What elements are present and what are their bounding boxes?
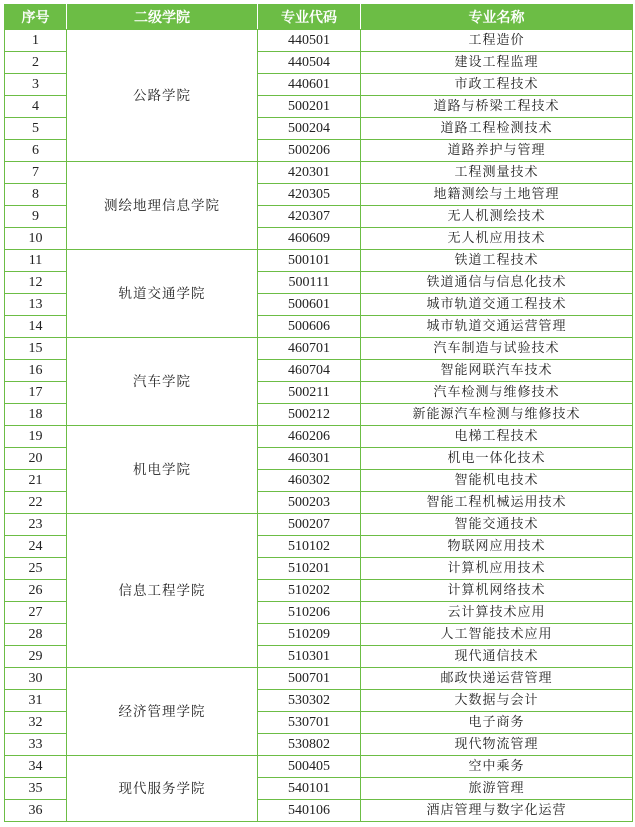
major-code: 510102 (258, 536, 361, 558)
major-name: 物联网应用技术 (361, 536, 633, 558)
row-index: 27 (5, 602, 67, 624)
college-cell: 现代服务学院 (67, 756, 258, 822)
row-index: 28 (5, 624, 67, 646)
major-name: 空中乘务 (361, 756, 633, 778)
row-index: 12 (5, 272, 67, 294)
row-index: 3 (5, 74, 67, 96)
table-row (5, 338, 633, 360)
header-code: 专业代码 (258, 5, 361, 30)
row-index: 8 (5, 184, 67, 206)
major-code: 460206 (258, 426, 361, 448)
major-code: 500203 (258, 492, 361, 514)
major-name: 道路养护与管理 (361, 140, 633, 162)
row-index: 13 (5, 294, 67, 316)
major-code: 460609 (258, 228, 361, 250)
major-name: 汽车检测与维修技术 (361, 382, 633, 404)
row-index: 33 (5, 734, 67, 756)
row-index: 10 (5, 228, 67, 250)
header-row (5, 5, 633, 30)
college-cell: 测绘地理信息学院 (67, 162, 258, 250)
college-cell: 轨道交通学院 (67, 250, 258, 338)
major-name: 工程测量技术 (361, 162, 633, 184)
row-index: 26 (5, 580, 67, 602)
header-college: 二级学院 (67, 5, 258, 30)
major-code: 420307 (258, 206, 361, 228)
row-index: 34 (5, 756, 67, 778)
college-cell: 机电学院 (67, 426, 258, 514)
row-index: 15 (5, 338, 67, 360)
major-code: 530302 (258, 690, 361, 712)
majors-table (4, 4, 633, 822)
major-code: 500207 (258, 514, 361, 536)
major-name: 建设工程监理 (361, 52, 633, 74)
major-name: 智能网联汽车技术 (361, 360, 633, 382)
row-index: 14 (5, 316, 67, 338)
major-name: 无人机测绘技术 (361, 206, 633, 228)
major-code: 530701 (258, 712, 361, 734)
major-code: 500701 (258, 668, 361, 690)
major-name: 工程造价 (361, 30, 633, 52)
major-code: 460704 (258, 360, 361, 382)
major-name: 计算机应用技术 (361, 558, 633, 580)
major-code: 420305 (258, 184, 361, 206)
major-code: 500201 (258, 96, 361, 118)
row-index: 18 (5, 404, 67, 426)
table-row (5, 30, 633, 52)
major-code: 440501 (258, 30, 361, 52)
major-code: 420301 (258, 162, 361, 184)
major-name: 道路与桥梁工程技术 (361, 96, 633, 118)
major-name: 铁道通信与信息化技术 (361, 272, 633, 294)
college-cell: 公路学院 (67, 30, 258, 162)
major-code: 540101 (258, 778, 361, 800)
row-index: 16 (5, 360, 67, 382)
major-name: 智能工程机械运用技术 (361, 492, 633, 514)
major-name: 邮政快递运营管理 (361, 668, 633, 690)
major-name: 大数据与会计 (361, 690, 633, 712)
row-index: 20 (5, 448, 67, 470)
row-index: 19 (5, 426, 67, 448)
row-index: 25 (5, 558, 67, 580)
major-code: 510202 (258, 580, 361, 602)
major-code: 500405 (258, 756, 361, 778)
major-code: 500212 (258, 404, 361, 426)
row-index: 24 (5, 536, 67, 558)
major-name: 智能机电技术 (361, 470, 633, 492)
row-index: 22 (5, 492, 67, 514)
row-index: 30 (5, 668, 67, 690)
major-name: 电梯工程技术 (361, 426, 633, 448)
major-code: 500204 (258, 118, 361, 140)
major-name: 现代物流管理 (361, 734, 633, 756)
row-index: 1 (5, 30, 67, 52)
major-code: 510206 (258, 602, 361, 624)
row-index: 11 (5, 250, 67, 272)
major-name: 城市轨道交通工程技术 (361, 294, 633, 316)
major-name: 人工智能技术应用 (361, 624, 633, 646)
major-code: 500101 (258, 250, 361, 272)
major-code: 500111 (258, 272, 361, 294)
row-index: 23 (5, 514, 67, 536)
college-cell: 经济管理学院 (67, 668, 258, 756)
major-name: 现代通信技术 (361, 646, 633, 668)
header-major: 专业名称 (361, 5, 633, 30)
major-code: 510201 (258, 558, 361, 580)
row-index: 9 (5, 206, 67, 228)
major-code: 500601 (258, 294, 361, 316)
row-index: 5 (5, 118, 67, 140)
major-code: 440601 (258, 74, 361, 96)
major-name: 机电一体化技术 (361, 448, 633, 470)
major-code: 460301 (258, 448, 361, 470)
major-name: 城市轨道交通运营管理 (361, 316, 633, 338)
major-name: 电子商务 (361, 712, 633, 734)
table-row (5, 514, 633, 536)
row-index: 17 (5, 382, 67, 404)
row-index: 4 (5, 96, 67, 118)
major-name: 计算机网络技术 (361, 580, 633, 602)
row-index: 7 (5, 162, 67, 184)
major-name: 铁道工程技术 (361, 250, 633, 272)
table-row (5, 250, 633, 272)
major-code: 510301 (258, 646, 361, 668)
major-name: 新能源汽车检测与维修技术 (361, 404, 633, 426)
row-index: 32 (5, 712, 67, 734)
table-row (5, 426, 633, 448)
major-name: 市政工程技术 (361, 74, 633, 96)
major-name: 地籍测绘与土地管理 (361, 184, 633, 206)
major-code: 500211 (258, 382, 361, 404)
major-name: 道路工程检测技术 (361, 118, 633, 140)
major-code: 530802 (258, 734, 361, 756)
major-name: 智能交通技术 (361, 514, 633, 536)
row-index: 2 (5, 52, 67, 74)
row-index: 35 (5, 778, 67, 800)
major-name: 无人机应用技术 (361, 228, 633, 250)
major-code: 500606 (258, 316, 361, 338)
table-row (5, 668, 633, 690)
major-code: 540106 (258, 800, 361, 822)
major-code: 460302 (258, 470, 361, 492)
major-name: 酒店管理与数字化运营 (361, 800, 633, 822)
college-cell: 汽车学院 (67, 338, 258, 426)
table-row (5, 756, 633, 778)
major-name: 云计算技术应用 (361, 602, 633, 624)
major-code: 440504 (258, 52, 361, 74)
college-cell: 信息工程学院 (67, 514, 258, 668)
table-body (5, 30, 633, 822)
header-index: 序号 (5, 5, 67, 30)
table-row (5, 162, 633, 184)
major-code: 460701 (258, 338, 361, 360)
major-name: 旅游管理 (361, 778, 633, 800)
row-index: 21 (5, 470, 67, 492)
row-index: 36 (5, 800, 67, 822)
row-index: 29 (5, 646, 67, 668)
row-index: 31 (5, 690, 67, 712)
major-name: 汽车制造与试验技术 (361, 338, 633, 360)
major-code: 500206 (258, 140, 361, 162)
major-code: 510209 (258, 624, 361, 646)
row-index: 6 (5, 140, 67, 162)
